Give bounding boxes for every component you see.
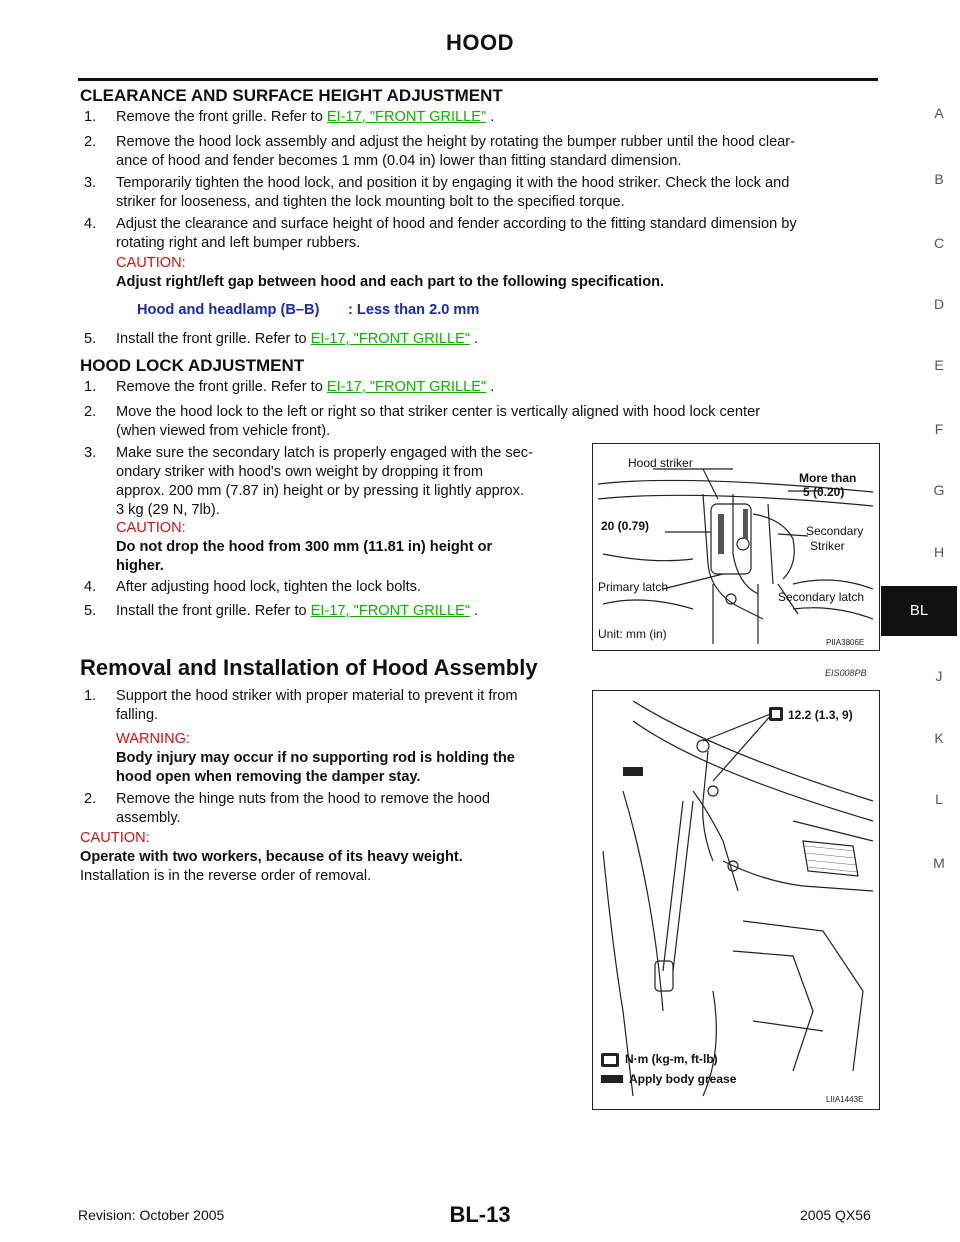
hood-hinge-diagram [593, 691, 879, 1109]
label-more-value: 5 (0.20) [803, 485, 845, 499]
link-front-grille[interactable]: EI-17, "FRONT GRILLE" [310, 603, 470, 619]
index-letter-k[interactable]: K [934, 730, 944, 746]
section-title-removal: Removal and Installation of Hood Assembly [80, 655, 538, 680]
footer-model: 2005 QX56 [800, 1207, 871, 1223]
s2-caution-label: CAUTION: [116, 520, 186, 536]
index-letter-c[interactable]: C [933, 235, 945, 251]
label-more-than: More than [799, 471, 857, 485]
hood-hinge-figure [592, 690, 880, 1110]
s3-warning-label: WARNING: [116, 731, 191, 747]
link-front-grille[interactable]: EI-17, "FRONT GRILLE" [326, 109, 487, 125]
s3-caution-label: CAUTION: [80, 830, 150, 846]
section-code: EIS008PB [825, 668, 867, 678]
s2-caution-line-2: higher. [116, 558, 164, 574]
label-secondary-latch: Secondary latch [778, 590, 865, 604]
s2-caution-line-1: Do not drop the hood from 300 mm (11.81 in) height or [116, 539, 493, 555]
index-letter-a[interactable]: A [934, 105, 944, 121]
s3-warning-line-1: Body injury may occur if no supporting rod is holding the [116, 750, 515, 766]
label-dim: 20 (0.79) [601, 519, 650, 533]
label-primary-latch: Primary latch [598, 580, 669, 594]
legend-grease: Apply body grease [629, 1072, 737, 1086]
s3-note: Installation is in the reverse order of removal. [80, 868, 372, 884]
index-letter-h[interactable]: H [933, 544, 945, 560]
s1-caution-text: Adjust right/left gap between hood and each part to the following specification. [116, 274, 665, 290]
figure-id-2: LIIA1443E [826, 1095, 864, 1104]
s3-caution-text: Operate with two workers, because of its heavy weight. [80, 849, 463, 865]
figure-id-1: PIIA3806E [826, 638, 865, 647]
index-letter-j[interactable]: J [935, 668, 943, 684]
spec-value: : Less than 2.0 mm [348, 302, 480, 318]
index-letter-b[interactable]: B [934, 171, 944, 187]
index-letter-f[interactable]: F [934, 421, 944, 437]
link-front-grille[interactable]: EI-17, "FRONT GRILLE" [310, 331, 470, 347]
index-letter-g[interactable]: G [933, 482, 945, 498]
s3-warning-line-2: hood open when removing the damper stay. [116, 769, 421, 785]
s1-caution-label: CAUTION: [116, 255, 186, 271]
index-letter-m[interactable]: M [933, 855, 945, 871]
footer-revision: Revision: October 2005 [78, 1207, 225, 1223]
label-unit: Unit: mm (in) [598, 627, 667, 641]
label-striker: Striker [810, 539, 845, 553]
hood-lock-figure [592, 443, 880, 651]
link-front-grille[interactable]: EI-17, "FRONT GRILLE" [326, 379, 487, 395]
spec-item: Hood and headlamp (B–B) [137, 302, 320, 318]
legend-torque: N·m (kg-m, ft-lb) [625, 1052, 718, 1066]
footer-page-number: BL-13 [449, 1202, 511, 1227]
header-divider [78, 78, 878, 81]
label-secondary: Secondary [806, 524, 864, 538]
section-title-clearance: CLEARANCE AND SURFACE HEIGHT ADJUSTMENT [80, 86, 503, 105]
label-torque: 12.2 (1.3, 9) [788, 708, 853, 722]
section-title-hood-lock: HOOD LOCK ADJUSTMENT [80, 356, 305, 375]
index-letter-bl-active[interactable]: BL [881, 586, 957, 636]
index-letter-e[interactable]: E [934, 357, 944, 373]
page-title: HOOD [446, 30, 514, 55]
label-hood-striker: Hood striker [628, 456, 693, 470]
index-letter-l[interactable]: L [935, 791, 943, 807]
index-letter-d[interactable]: D [933, 296, 945, 312]
